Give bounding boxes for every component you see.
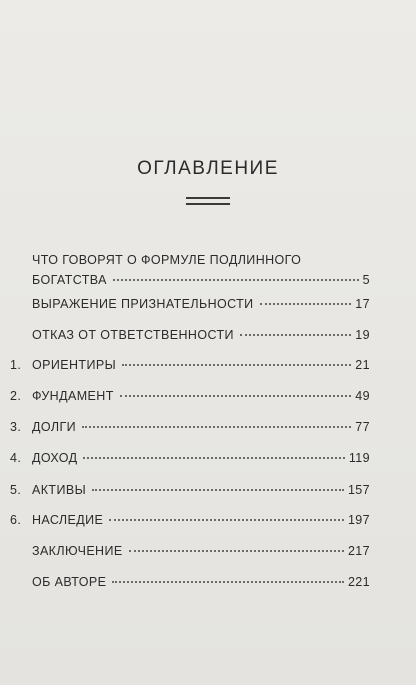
toc-page-number: 197 <box>347 513 370 527</box>
dot-leader <box>112 581 344 583</box>
toc-page-number: 5 <box>362 273 370 287</box>
toc-entry-text: ДОХОД <box>32 451 78 465</box>
toc-entry-chapter-1 <box>10 358 370 378</box>
chapter-number: 2. <box>10 389 22 403</box>
toc-entry-text: НАСЛЕДИЕ <box>32 513 104 527</box>
toc-entry-text: ЗАКЛЮЧЕНИЕ <box>32 544 123 558</box>
dot-leader <box>82 426 351 428</box>
toc-entry-disclaimer <box>10 328 370 348</box>
toc-page-number: 217 <box>347 544 370 558</box>
toc-entry-praise <box>10 253 370 293</box>
dot-leader <box>109 519 344 521</box>
toc-page-number: 49 <box>355 389 370 403</box>
chapter-number: 5. <box>10 483 22 497</box>
toc-entry-chapter-4 <box>10 451 370 471</box>
dot-leader <box>260 303 352 305</box>
dot-leader <box>83 457 344 459</box>
toc-page-number: 221 <box>347 575 370 589</box>
chapter-number: 6. <box>10 513 22 527</box>
toc-page-number: 19 <box>355 328 370 342</box>
toc-entry-chapter-2 <box>10 389 370 409</box>
toc-entry-about-author <box>10 575 370 595</box>
dot-leader <box>120 395 352 397</box>
toc-entry-text: ФУНДАМЕНТ <box>32 389 114 403</box>
dot-leader <box>92 489 344 491</box>
toc-page-number: 77 <box>355 420 370 434</box>
chapter-number: 4. <box>10 451 22 465</box>
toc-entry-acknowledgements <box>10 297 370 317</box>
toc-entry-chapter-5 <box>10 483 370 503</box>
dot-leader <box>240 334 351 336</box>
toc-entry-text: ОРИЕНТИРЫ <box>32 358 117 372</box>
toc-entry-text: ОТКАЗ ОТ ОТВЕТСТВЕННОСТИ <box>32 328 234 342</box>
toc-entry-text: ОБ АВТОРЕ <box>32 575 107 589</box>
toc-entry-conclusion <box>10 544 370 564</box>
page-title: ОГЛАВЛЕНИЕ <box>137 158 279 179</box>
toc-page-number: 119 <box>348 451 370 465</box>
chapter-number: 3. <box>10 420 22 434</box>
dot-leader <box>122 364 351 366</box>
toc-entry-text: ВЫРАЖЕНИЕ ПРИЗНАТЕЛЬНОСТИ <box>32 297 254 311</box>
title-rule-bottom <box>186 203 230 205</box>
toc-entry-text-line1: ЧТО ГОВОРЯТ О ФОРМУЛЕ ПОДЛИННОГО <box>32 253 302 267</box>
title-rule-top <box>186 197 230 199</box>
dot-leader <box>113 279 359 281</box>
toc-page-number: 21 <box>355 358 370 372</box>
dot-leader <box>129 550 344 552</box>
toc-entry-text: ДОЛГИ <box>32 420 77 434</box>
toc-page-number: 17 <box>355 297 370 311</box>
toc-entry-chapter-6 <box>10 513 370 533</box>
toc-page-number: 157 <box>347 483 370 497</box>
chapter-number: 1. <box>10 358 22 372</box>
toc-entry-text: БОГАТСТВА <box>32 273 107 287</box>
toc-entry-text: АКТИВЫ <box>32 483 87 497</box>
toc-entry-chapter-3 <box>10 420 370 440</box>
